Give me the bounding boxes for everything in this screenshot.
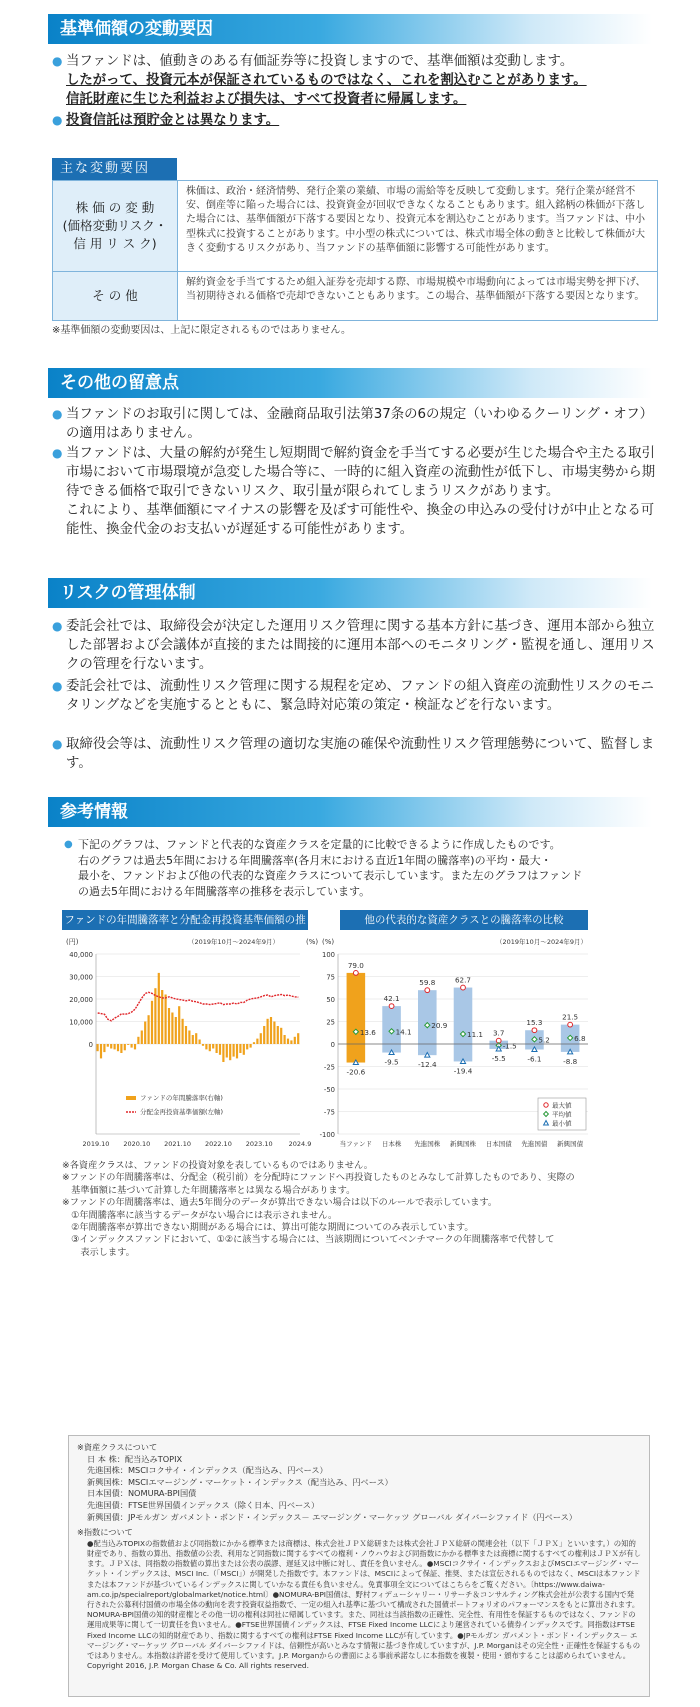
chart-note: ②年間騰落率が算出できない期間がある場合には、算出可能な期間についてのみ表示しています。 <box>62 1222 474 1234</box>
chart-note: 基準価額に基づいて計算した年間騰落率とは異なる場合があります。 <box>62 1184 356 1196</box>
legend-min-label: 最小値 <box>552 1119 572 1128</box>
return-bar <box>256 1039 258 1044</box>
left-y-tick: 20,000 <box>69 996 93 1004</box>
other-liquidity-risk: 当ファンドは、大量の解約が発生し短期間で解約資金を手当てする必要が生じた場合や主たる取引市場において市場環境が急変した場合等に、一時的に組入資産の流動性が低下し、市場実勢から期待できる価格で取引できないリスク、取引量が限られてしまうリスクがあります。 <box>66 446 656 499</box>
section-header-other: その他の留意点 <box>48 368 652 398</box>
chart-note: ※ファンドの年間騰落率は、分配金（税引前）を分配時にファンドへ再投資したものとみなして計算したものであり、実際の <box>62 1172 575 1184</box>
return-bar <box>100 1044 102 1058</box>
bullet-dot-icon: ● <box>52 619 63 633</box>
return-bar <box>216 1044 218 1053</box>
return-bar <box>202 1044 204 1046</box>
legend-max-label: 最大値 <box>552 1101 572 1110</box>
asset-class-item: 先進国債：FTSE世界国債インデックス（除く日本、円ベース） <box>87 1499 320 1510</box>
max-marker <box>425 988 430 993</box>
risk-mgmt-text-1: 委託会社では、取締役会が決定した運用リスク管理に関する基本方針に基づき、運用本部から独立した部署および会議体が直接的または間接的に運用本部へのモニタリング・監視を通し、運用リスクの管理を行ないます。 <box>66 619 655 672</box>
bullet-dot-icon: ● <box>52 113 63 127</box>
chart-notes <box>62 1160 575 1259</box>
risk-key-stock <box>53 181 178 271</box>
bullet-dot-icon: ● <box>64 839 73 850</box>
chart-note: ※各資産クラスは、ファンドの投資対象を表しているものではありません。 <box>62 1160 373 1171</box>
fluctuation-bullet-2 <box>52 111 658 130</box>
min-label: -20.6 <box>346 1067 366 1077</box>
left-right-axis-unit: (%) <box>306 938 319 946</box>
left-chart-title: ファンドの年間騰落率と分配金再投資基準価額の推移 <box>62 910 308 930</box>
return-bar <box>182 1019 184 1044</box>
return-bar <box>205 1044 207 1049</box>
right-y-tick: 25 <box>326 1018 335 1027</box>
risk-table <box>52 180 658 321</box>
return-bar <box>287 1039 289 1044</box>
return-bar <box>219 1044 221 1055</box>
right-chart-title: 他の代表的な資産クラスとの騰落率の比較 <box>340 910 588 930</box>
right-y-tick: 50 <box>326 996 335 1004</box>
footnote-box <box>68 1435 650 1697</box>
fluctuation-line-3: 信託財産に生じた利益および損失は、すべて投資者に帰属します。 <box>66 92 467 107</box>
right-y-tick: -50 <box>323 1086 335 1094</box>
bullet-dot-icon: ● <box>52 54 63 68</box>
max-label: 42.1 <box>383 994 400 1004</box>
left-axis-unit: (円) <box>66 938 79 946</box>
bullet-dot-icon: ● <box>52 737 63 751</box>
return-bar <box>141 1031 143 1045</box>
return-bar <box>188 1031 190 1045</box>
return-bar <box>168 1008 170 1044</box>
risk-key-other <box>53 272 178 320</box>
left-y-tick: 30,000 <box>69 973 93 982</box>
return-bar <box>294 1037 296 1044</box>
return-bar <box>284 1035 286 1044</box>
right-y-tick: 100 <box>322 951 335 959</box>
fluctuation-bullet-1 <box>52 52 658 109</box>
left-x-tick: 2024.9 <box>288 1140 312 1148</box>
chart-note: 表示します。 <box>62 1246 135 1258</box>
return-bar <box>114 1044 116 1049</box>
asset-class-item: 先進国株：MSCIコクサイ・インデックス（配当込み、円ベース） <box>87 1465 328 1476</box>
risk-table-row <box>53 181 657 272</box>
left-y-tick: 10,000 <box>69 1018 93 1027</box>
nav-line <box>98 992 299 1021</box>
return-bar <box>280 1028 282 1044</box>
left-x-tick: 2023.10 <box>245 1140 273 1148</box>
category-label: 新興国株 <box>450 1140 476 1148</box>
right-chart <box>316 932 596 1152</box>
max-label: 59.8 <box>419 978 436 988</box>
return-bar <box>137 1037 139 1044</box>
return-bar <box>103 1044 105 1052</box>
legend-bar-swatch <box>126 1096 136 1100</box>
left-chart-period: （2019年10月～2024年9月） <box>188 938 279 946</box>
return-bar <box>270 1017 272 1044</box>
index-title: ※指数について <box>77 1527 133 1538</box>
return-bar <box>151 1001 153 1044</box>
return-bar <box>158 973 160 1044</box>
avg-label: -1.5 <box>502 1041 517 1051</box>
risk-mgmt-bullet-3 <box>52 735 658 773</box>
return-bar <box>253 1042 255 1044</box>
min-label: -5.5 <box>491 1053 506 1063</box>
other-liquidity-impact: これにより、基準価額にマイナスの影響を及ぼす可能性や、換金の申込みの受付けが中止となる可能性、換金代金のお支払いが遅延する可能性があります。 <box>66 503 655 537</box>
return-bar <box>229 1044 231 1060</box>
asset-class-item: 新興国債：JPモルガン ガバメント・ボンド・インデックス－ エマージング・マーケッツ グローバル ダイバーシファイド（円ベース） <box>87 1511 577 1522</box>
category-label: 日本国債 <box>485 1140 512 1148</box>
min-label: -12.4 <box>417 1060 437 1070</box>
avg-label: 20.9 <box>431 1021 448 1031</box>
return-bar <box>124 1044 126 1050</box>
return-bar <box>192 1035 194 1044</box>
left-y-tick: 40,000 <box>69 951 93 959</box>
risk-key-line: そ の 他 <box>92 288 138 303</box>
return-bar <box>178 1006 180 1044</box>
return-bar <box>144 1022 146 1045</box>
return-bar <box>263 1026 265 1044</box>
return-bar <box>199 1040 201 1045</box>
index-disclaimer: ●配当込みTOPIXの指数値および同指数にかかる標準または商標は、株式会社ＪＰＸ総研または株式会社ＪＰＸ総研の関連会社（以下「ＪＰＸ」といいます。）の知的財産であり、指数の算出、指数値の公表、利用など同指数に関するすべての権利・ノウハウおよび同指数にかかる標準または商標に関するすべての権利はＪＰＸが有します。ＪＰＸは、同指数の指数値の算出または公表の誤謬、遅延又は中断に対し、責任を負いません。●MSCIコクサイ・インデックスおよびMSCIエマージング・マーケット・インデックスは、MSCI Inc.（「MSCI」）が開発した指数です。本ファンドは、MSCIによって保証、推奨、または宣伝されるものではなく、MSCIは本ファンドまたは本ファンドが基づいているインデックスに関していかなる責任も負いません。免責事項全文についてはこちらをご覧ください。〔https://www.daiwa-am.co.jp/specialreport/globalmarket/notice.html〕●NOMURA-BPI国債は、野村フィデューシャリー・リサーチ＆コンサルティング株式会社が公表する国内で発行された公募利付国債の市場全体の動向を表す投資収益指数で、一定の組入れ基準に基づいて構成された国債ポートフォリオのパフォーマンスをもとに算出されます。NOMURA-BPI国債の知的財産権とその他一切の権利は同社に帰属しています。また、同社は当該指数の正確性、完全性、有用性を保証するものではなく、ファンドの運用成果等に関して一切責任を負いません。●FTSE世界国債インデックスは、FTSE Fixed Income LLCにより運営されている債券インデックスです。同指数はFTSE Fixed Income LLCの知的財産であり、指数に関するすべての権利はFTSE Fixed Income LLCが有しています。●JPモルガン ガバメント・ボンド・インデックス－ エマージング・マーケッツ グローバル ダイバーシファイドは、信頼性が高いとみなす情報に基づき作成していますが、J.P. Morganはその完全性・正確性を保証するものではありません。本指数は許諾を受けて使用しています。J.P. Morganからの書面による事前承諾なしに本指数を複製・使用・頒布することは認められていません。Copyright 2016, J.P. Morgan Chase & Co. All rights reserved. <box>87 1538 642 1671</box>
asset-class-item: 新興国株：MSCIエマージング・マーケット・インデックス（配当込み、円ベース） <box>87 1476 393 1487</box>
return-bar <box>195 1033 197 1044</box>
right-chart-period: （2019年10月～2024年9月） <box>496 938 587 946</box>
max-label: 3.7 <box>492 1028 505 1038</box>
section-header-fluctuation: 基準価額の変動要因 <box>48 14 652 44</box>
reference-intro-line: の過去5年間における年間騰落率の推移を表示しています。 <box>78 884 371 898</box>
return-bar <box>250 1044 252 1048</box>
left-x-tick: 2022.10 <box>204 1140 232 1148</box>
avg-label: 14.1 <box>395 1027 412 1037</box>
return-bar <box>209 1044 211 1051</box>
return-bar <box>239 1044 241 1053</box>
max-marker <box>532 1028 537 1033</box>
return-bar <box>127 1044 129 1045</box>
left-x-tick: 2021.10 <box>164 1140 192 1148</box>
min-label: -19.4 <box>453 1066 473 1076</box>
reference-intro-line: 右のグラフは過去5年間における年間騰落率(各月末における直近1年間の騰落率)の平均・最大・ <box>78 853 552 867</box>
return-bar <box>246 1044 248 1049</box>
min-label: -8.8 <box>563 1056 578 1066</box>
avg-label: 11.1 <box>467 1030 484 1040</box>
legend-avg-label: 平均値 <box>552 1110 572 1119</box>
range-bar <box>454 988 473 1062</box>
return-bar <box>97 1044 99 1051</box>
risk-key-line: 信 用 リ ス ク) <box>73 236 157 251</box>
right-y-tick: 0 <box>330 1041 335 1049</box>
risk-mgmt-text-3: 取締役会等は、流動性リスク管理の適切な実施の確保や流動性リスク管理態勢について、監督します。 <box>66 737 655 771</box>
return-bar <box>260 1033 262 1044</box>
risk-value-stock: 株価は、政治・経済情勢、発行企業の業績、市場の需給等を反映して変動します。発行企業が経営不安、倒産等に陥った場合には、投資資金が回収できなくなることもあります。組入銘柄の株価が下落した場合には、基準価額が下落する要因となり、投資元本を割込むことがあります。当ファンドは、中小型株式に投資することがあります。中小型の株式については、株式市場全体の動きと比較して株価が大きく変動するリスクがあり、当ファンドの基準価額に影響する可能性があります。 <box>186 186 646 254</box>
reference-intro-line: 最小を、ファンドおよび他の代表的な資産クラスについて表示しています。また左のグラフはファンド <box>78 869 583 882</box>
legend-bar-label: ファンドの年間騰落率(右軸) <box>140 1094 223 1102</box>
fluctuation-line-1: 当ファンドは、値動きのある有価証券等に投資しますので、基準価額は変動します。 <box>66 54 574 69</box>
return-bar <box>233 1044 235 1057</box>
left-y-tick: 0 <box>88 1041 93 1049</box>
risk-mgmt-text-2: 委託会社では、流動性リスク管理に関する規程を定め、ファンドの組入資産の流動性リスクのモニタリングなどを実施するとともに、緊急時対応策の策定・検証などを行ないます。 <box>66 679 654 713</box>
return-bar <box>212 1044 214 1049</box>
fluctuation-line-2: したがって、投資元本が保証されているものではなく、これを割込むことがあります。 <box>66 73 587 88</box>
other-cooling-off: 当ファンドのお取引に関しては、金融商品取引法第37条の6の規定（いわゆるクーリング・オフ）の適用はありません。 <box>66 407 654 441</box>
return-bar <box>226 1044 228 1058</box>
risk-value-other: 解約資金を手当てするため組入証券を売却する際、市場規模や市場動向によっては市場実勢を押下げ、当初期待される価格で売却できないこともあります。この場合、基準価額が下落する要因となります。 <box>186 277 646 303</box>
max-label: 62.7 <box>454 975 472 985</box>
return-bar <box>297 1033 299 1044</box>
bullet-dot-icon: ● <box>52 679 63 693</box>
return-bar <box>277 1026 279 1044</box>
min-label: -9.5 <box>384 1057 399 1067</box>
category-label: 先進国株 <box>414 1140 441 1148</box>
risk-mgmt-bullet-2 <box>52 677 658 715</box>
fluctuation-note: ※基準価額の変動要因は、上記に限定されるものではありません。 <box>52 325 351 336</box>
reference-intro-line: 下記のグラフは、ファンドと代表的な資産クラスを定量的に比較できるように作成したものです。 <box>78 838 561 851</box>
max-marker <box>353 971 358 976</box>
max-marker <box>389 1004 394 1009</box>
left-x-tick: 2020.10 <box>123 1140 151 1148</box>
chart-note: ①年間騰落率に該当するデータがない場合には表示されません。 <box>62 1209 338 1221</box>
return-bar <box>185 1026 187 1044</box>
other-bullet-1 <box>52 405 658 443</box>
avg-label: 13.6 <box>359 1027 376 1037</box>
return-bar <box>165 995 167 1045</box>
section-header-reference: 参考情報 <box>48 797 652 827</box>
return-bar <box>243 1044 245 1055</box>
max-marker <box>461 985 466 990</box>
category-label: 当ファンド <box>339 1140 373 1148</box>
reference-intro <box>64 837 656 899</box>
risk-key-line: (価格変動リスク・ <box>62 218 168 233</box>
range-bar <box>347 973 366 1063</box>
return-bar <box>175 1017 177 1044</box>
risk-mgmt-bullet-1 <box>52 617 658 674</box>
category-label: 新興国債 <box>557 1140 584 1148</box>
asset-class-title: ※資産クラスについて <box>77 1442 158 1452</box>
return-bar <box>110 1044 112 1049</box>
chart-note: ※ファンドの年間騰落率は、過去5年間分のデータが算出できない場合は以下のルールで表示しています。 <box>62 1197 498 1209</box>
max-label: 79.0 <box>347 960 364 970</box>
chart-note: ③インデックスファンドにおいて、①②に該当する場合には、当該期間についてベンチマークの年間騰落率で代替して <box>62 1234 555 1246</box>
right-y-tick: 75 <box>326 973 335 982</box>
risk-key-line: 株 価 の 変 動 <box>75 200 155 215</box>
right-y-tick: -25 <box>323 1063 335 1072</box>
legend-max-icon <box>544 1103 548 1107</box>
avg-label: 6.8 <box>574 1033 586 1043</box>
return-bar <box>222 1044 224 1062</box>
return-bar <box>148 1015 150 1044</box>
return-bar <box>273 1022 275 1045</box>
category-label: 日本株 <box>381 1140 402 1148</box>
right-axis-unit: (%) <box>322 938 335 946</box>
max-marker <box>568 1022 573 1027</box>
return-bar <box>171 1013 173 1045</box>
risk-table-title: 主な変動要因 <box>52 158 177 180</box>
return-bar <box>134 1044 136 1049</box>
avg-label: 5.2 <box>538 1035 550 1045</box>
legend-line-label: 分配金再投資基準価額(左軸) <box>140 1108 224 1116</box>
asset-class-item: 日本国債：NOMURA-BPI国債 <box>87 1488 197 1499</box>
fluctuation-deposit-note: 投資信託は預貯金とは異なります。 <box>66 113 280 128</box>
max-label: 21.5 <box>562 1012 579 1022</box>
right-y-tick: -100 <box>319 1131 335 1139</box>
return-bar <box>131 1044 133 1048</box>
asset-class-item: 日 本 株：配当込みTOPIX <box>87 1453 183 1464</box>
bullet-dot-icon: ● <box>52 407 63 421</box>
return-bar <box>117 1044 119 1051</box>
max-label: 15.3 <box>526 1018 543 1028</box>
bullet-dot-icon: ● <box>52 446 63 460</box>
other-bullet-2 <box>52 444 658 539</box>
left-x-tick: 2019.10 <box>82 1140 110 1148</box>
return-bar <box>120 1044 122 1053</box>
return-bar <box>267 1019 269 1044</box>
left-chart <box>62 932 322 1152</box>
return-bar <box>107 1044 109 1047</box>
min-label: -6.1 <box>527 1054 542 1064</box>
return-bar <box>290 1040 292 1044</box>
return-bar <box>236 1044 238 1058</box>
category-label: 先進国債 <box>521 1140 548 1148</box>
risk-table-row <box>53 272 657 320</box>
right-y-tick: -75 <box>323 1108 335 1117</box>
section-header-risk-mgmt: リスクの管理体制 <box>48 578 652 608</box>
